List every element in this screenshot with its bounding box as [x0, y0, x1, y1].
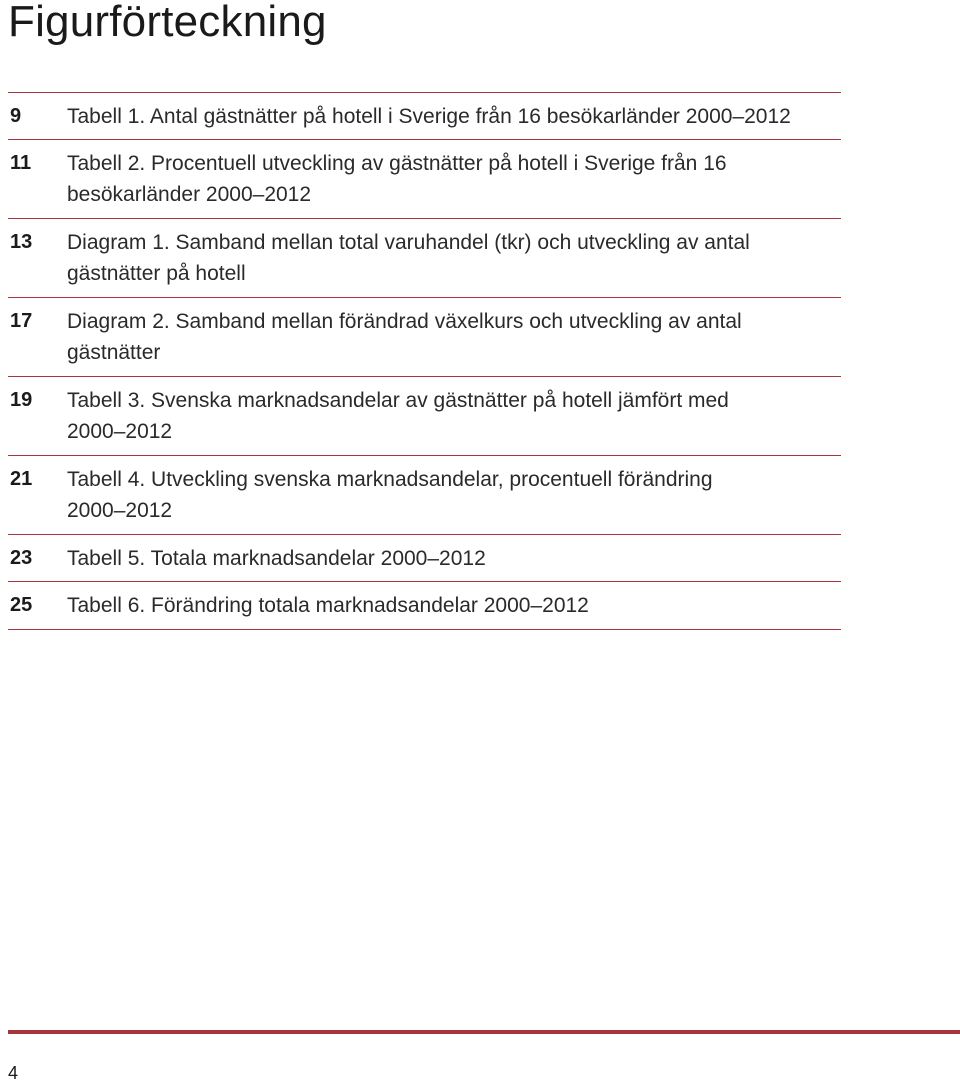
toc-page-number: 23	[10, 547, 33, 569]
toc-entry-title-line: gästnätter på hotell	[67, 262, 246, 285]
toc-entry[interactable]	[8, 218, 841, 297]
toc-page-number: 13	[10, 231, 33, 253]
toc-entry[interactable]	[8, 92, 841, 139]
toc-entry[interactable]	[8, 455, 841, 534]
toc-entry-title-line: Tabell 4. Utveckling svenska marknadsandelar, procentuell förändring	[67, 468, 713, 491]
toc-entry-title-line: gästnätter	[67, 341, 161, 364]
toc-page-number: 19	[10, 389, 33, 411]
toc-page-number: 21	[10, 468, 33, 490]
toc-entry[interactable]	[8, 376, 841, 455]
toc-entry-title-line: besökarländer 2000–2012	[67, 183, 312, 206]
toc-page-number: 11	[10, 152, 32, 174]
toc-entry-title-line: Diagram 2. Samband mellan förändrad växelkurs och utveckling av antal	[67, 310, 742, 333]
toc-entry-title-line: Tabell 5. Totala marknadsandelar 2000–2012	[67, 547, 486, 570]
toc-entry-title-line: 2000–2012	[67, 420, 173, 443]
list-of-figures	[8, 92, 841, 630]
footer-divider	[8, 1030, 960, 1034]
toc-page-number: 25	[10, 594, 33, 616]
toc-entry-title-line: Tabell 3. Svenska marknadsandelar av gästnätter på hotell jämfört med	[67, 389, 729, 412]
toc-entry-title-line: Diagram 1. Samband mellan total varuhandel (tkr) och utveckling av antal	[67, 231, 750, 254]
toc-entry[interactable]	[8, 534, 841, 581]
toc-entry-title-line: Tabell 2. Procentuell utveckling av gästnätter på hotell i Sverige från 16	[67, 152, 727, 175]
toc-page-number: 17	[10, 310, 33, 332]
toc-entry[interactable]	[8, 297, 841, 376]
toc-entry-title-line: Tabell 1. Antal gästnätter på hotell i Sverige från 16 besökarländer 2000–2012	[67, 105, 791, 128]
toc-entry-title-line: 2000–2012	[67, 499, 173, 522]
page-number: 4	[8, 1063, 19, 1083]
toc-entry[interactable]	[8, 139, 841, 218]
toc-entry-title-line: Tabell 6. Förändring totala marknadsandelar 2000–2012	[67, 594, 589, 617]
toc-page-number: 9	[10, 105, 22, 127]
toc-entry[interactable]	[8, 581, 841, 630]
page-title: Figurförteckning	[8, 0, 327, 46]
